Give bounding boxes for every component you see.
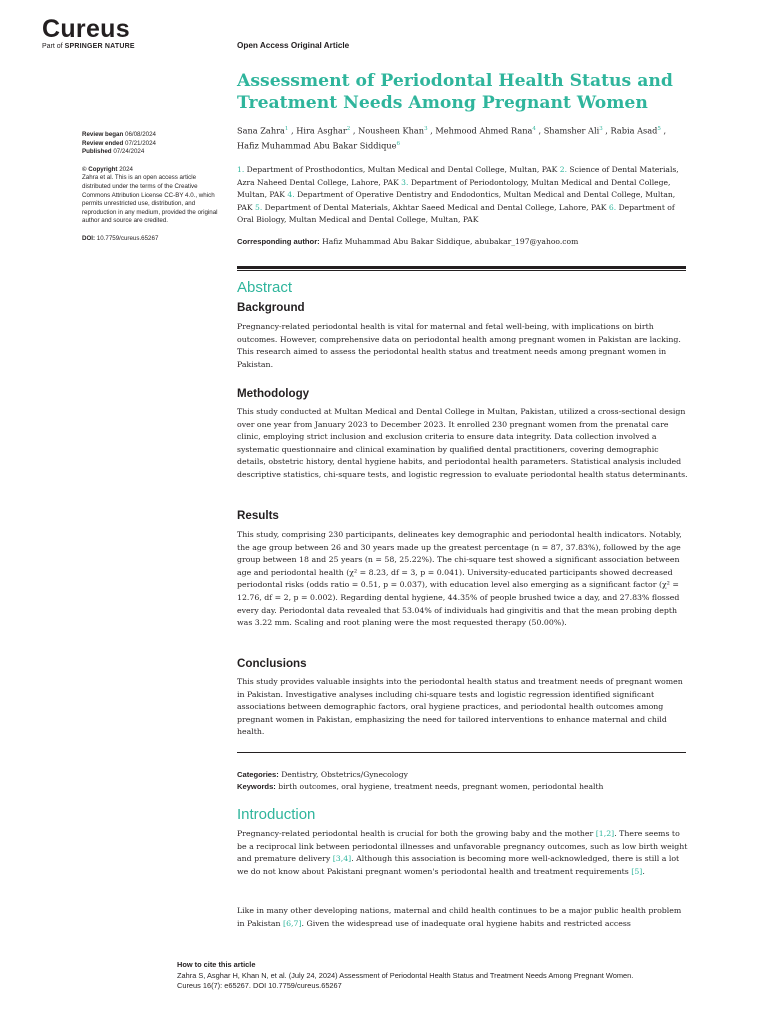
license-text: Zahra et al. This is an open access article distributed under the terms of the Creative Commons Attribution License CC-BY 4.0., which permits unrestricted use, distribution, and reproduction in any medium, provided the original author and source are credited. xyxy=(82,174,218,225)
affiliation-text: Department of Oral Biology, Multan Medical and Dental College, Multan, PAK xyxy=(237,202,675,224)
author-affiliation-mark[interactable]: 2 xyxy=(346,126,351,132)
affiliation-text: Department of Prosthodontics, Multan Medical and Dental College, Multan, PAK xyxy=(246,165,558,174)
categories xyxy=(237,769,689,781)
brand-name: Cureus xyxy=(42,15,130,43)
publisher-line xyxy=(42,43,135,50)
author-affiliation-mark[interactable]: 6 xyxy=(396,140,400,147)
author-list: Sana Zahra$^1$ , Hira Asghar$^2$ , Nousheen Khan$^3$ , Mehmood Ahmed Rana$^4$ , Shamsher Ali$^3$ , Rabia Asad$^5$ , Hafiz Muhammad Abu Bakar Siddique$^6$ xyxy=(237,125,667,151)
review-ended xyxy=(82,140,222,149)
affiliation-number: 5. xyxy=(255,202,263,212)
affiliation-number: 3. xyxy=(401,177,409,187)
affiliation-text: Department of Periodontology, Multan Medical and Dental College, Multan, PAK xyxy=(237,177,671,199)
affiliation-text: Science of Dental Materials, Azra Naheed Dental College, Lahore, PAK xyxy=(237,165,679,187)
keywords xyxy=(237,781,689,793)
published-label: Published xyxy=(82,148,112,156)
background-heading: Background xyxy=(237,301,305,314)
review-ended-label: Review ended xyxy=(82,139,124,147)
review-began xyxy=(82,131,222,140)
article-meta xyxy=(237,769,689,793)
author: Hafiz Muhammad Abu Bakar Siddique xyxy=(237,140,397,151)
author: Shamsher Ali xyxy=(543,125,600,136)
journal-logo xyxy=(42,16,135,50)
affiliation-number: 2. xyxy=(559,165,567,174)
author-affiliation-mark[interactable]: 3 xyxy=(599,126,603,132)
abstract-heading: Abstract xyxy=(237,279,293,296)
abstract-top-rule xyxy=(237,266,686,269)
introduction-paragraph-1 xyxy=(237,828,689,878)
footer-citation-line: Zahra S, Asghar H, Khan N, et al. (July 24, 2024) Assessment of Periodontal Health Status and Treatment Needs Among Pregnant Women. xyxy=(177,970,634,980)
corresponding-author-label: Corresponding author: xyxy=(237,237,320,246)
conclusions-text: This study provides valuable insights into the periodontal health status and treatment needs of pregnant women in Pakistan. Investigative analyses including chi-square tests and logistic regression identified significant associations between demographic factors, oral hygiene practices, and periodontal health outcomes among pregnant women in Pakistan, emphasizing the need for tailored interventions to enhance maternal and child health. xyxy=(237,677,683,737)
copyright-label: © Copyright xyxy=(82,165,118,173)
affiliation-text: Department of Operative Dentistry and Endodontics, Multan Medical and Dental College, Multan, PAK xyxy=(237,190,676,212)
footer-heading: How to cite this article xyxy=(177,960,256,969)
keywords-label: Keywords: xyxy=(237,782,276,791)
affiliations xyxy=(237,164,689,227)
categories-value: Dentistry, Obstetrics/Gynecology xyxy=(281,770,408,779)
author: Hira Asghar xyxy=(296,125,347,136)
abstract-top-rule-thin xyxy=(237,270,686,271)
results-text: This study, comprising 230 participants, delineates key demographic and periodontal health indicators. Notably, the age group between 26 and 30 years made up the greatest percentage (n = 87, 37.83%), followed by the age group between 18 and 25 years (n = 58, 25.22%). The chi-square test showed a significant association between age and periodontal health (χ² = 8.23, df = 3, p = 0.041). University-educated participants showed decreased periodontal risks (odds ratio = 0.51, p = 0.037), with education level also emerging as a significant factor (χ² = 12.76, df = 2, p = 0.002). Regarding dental hygiene, 44.35% of people brushed twice a day, and 27.83% flossed every day. Periodontal data revealed that 53.04% of individuals had gingivitis and that the mean probing depth was 3.22 mm. Scaling and root planing were the most requested therapy (50.00%). xyxy=(237,530,682,628)
article-title: Assessment of Periodontal Health Status and Treatment Needs Among Pregnant Women xyxy=(237,71,673,113)
intro-text: . xyxy=(642,866,645,876)
doi xyxy=(82,235,222,244)
review-began-label: Review began xyxy=(82,131,124,138)
intro-text: Pregnancy-related periodontal health is crucial for both the growing baby and the mother xyxy=(237,829,594,838)
intro-text: Like in many other developing nations, maternal and child health continues to be a major public health problem in Pakistan xyxy=(237,906,682,928)
doi-value[interactable]: 10.7759/cureus.65267 xyxy=(96,234,159,242)
author-affiliation-mark[interactable]: 5 xyxy=(657,126,661,132)
affiliation-text: Department of Dental Materials, Akhtar Saeed Medical and Dental College, Lahore, PAK xyxy=(264,202,607,212)
intro-text: . There seems to be a reciprocal link between periodontal illnesses and unfavorable pregnancy outcomes, such as low birth weight and premature delivery xyxy=(237,829,688,864)
corresponding-author-contact[interactable]: Hafiz Muhammad Abu Bakar Siddique, abubakar_197@yahoo.com xyxy=(322,237,579,246)
review-began-date: 06/08/2024 xyxy=(125,131,156,138)
introduction-heading: Introduction xyxy=(237,806,316,823)
author-affiliation-mark[interactable]: 3 xyxy=(424,126,428,132)
methodology-text: This study conducted at Multan Medical and Dental College in Multan, Pakistan, utilized a cross-sectional design over one year from January 2023 to December 2023. It enrolled 230 pregnant women from the prenatal care clinic, employing strict inclusion and exclusion criteria to ensure data integrity. Data collection involved a systematic questionnaire and clinical examination by qualified dental practitioners, covering demographic details, obstetric history, dental hygiene habits, and periodontal health parameters. Statistical analysis included descriptive statistics, chi-square tests, and logistic regression to evaluate periodontal health status determinants. xyxy=(237,407,688,479)
background-text: Pregnancy-related periodontal health is vital for maternal and fetal well-being, with implications on birth outcomes. However, comprehensive data on periodontal health among pregnant women in Pakistan are lacking. This research aimed to assess the periodontal health status and treatment needs among pregnant women in Pakistan. xyxy=(237,322,681,369)
author: Mehmood Ahmed Rana xyxy=(435,125,533,136)
citation-link[interactable]: [6,7] xyxy=(283,918,302,928)
copyright xyxy=(82,166,222,175)
author: Rabia Asad xyxy=(610,125,658,136)
affiliation-number: 1. xyxy=(237,165,245,174)
introduction-paragraph-2 xyxy=(237,905,689,930)
published-date: 07/24/2024 xyxy=(113,148,145,156)
copyright-year: 2024 xyxy=(119,165,133,173)
affiliation-number: 6. xyxy=(608,202,617,212)
intro-text: . Although this association is becoming more well-acknowledged, there is still a lot we do not know about Pakistani pregnant women's periodontal health and treatment requirements xyxy=(237,854,680,876)
categories-label: Categories: xyxy=(237,770,279,779)
author: Sana Zahra xyxy=(237,125,285,136)
keywords-value: birth outcomes, oral hygiene, treatment needs, pregnant women, periodontal health xyxy=(278,782,604,791)
affiliation-number: 4. xyxy=(287,190,295,199)
citation-link[interactable]: [5] xyxy=(631,866,643,876)
footer-citation-line: Cureus 16(7): e65267. DOI 10.7759/cureus.65267 xyxy=(177,981,342,990)
article-sidebar xyxy=(82,131,222,244)
part-of-prefix: Part of xyxy=(42,43,63,50)
conclusions-heading: Conclusions xyxy=(237,657,307,670)
methodology-heading: Methodology xyxy=(237,387,310,400)
review-ended-date: 07/21/2024 xyxy=(125,139,156,147)
publisher-name: SPRINGER NATURE xyxy=(64,43,135,50)
citation-link[interactable]: [3,4] xyxy=(332,854,352,864)
citation-footer xyxy=(177,960,737,992)
author: Nousheen Khan xyxy=(358,125,425,136)
corresponding-author xyxy=(237,237,689,246)
abstract-bottom-rule xyxy=(237,752,686,753)
results-heading: Results xyxy=(237,509,279,522)
intro-text: . Given the widespread use of inadequate oral hygiene habits and restricted access xyxy=(301,918,631,928)
doi-label: DOI: xyxy=(82,234,96,242)
published xyxy=(82,148,222,157)
author-affiliation-mark[interactable]: 4 xyxy=(532,126,536,132)
citation-link[interactable]: [1,2] xyxy=(595,829,615,838)
author-affiliation-mark[interactable]: 1 xyxy=(284,126,289,132)
article-type: Open Access Original Article xyxy=(237,41,350,50)
